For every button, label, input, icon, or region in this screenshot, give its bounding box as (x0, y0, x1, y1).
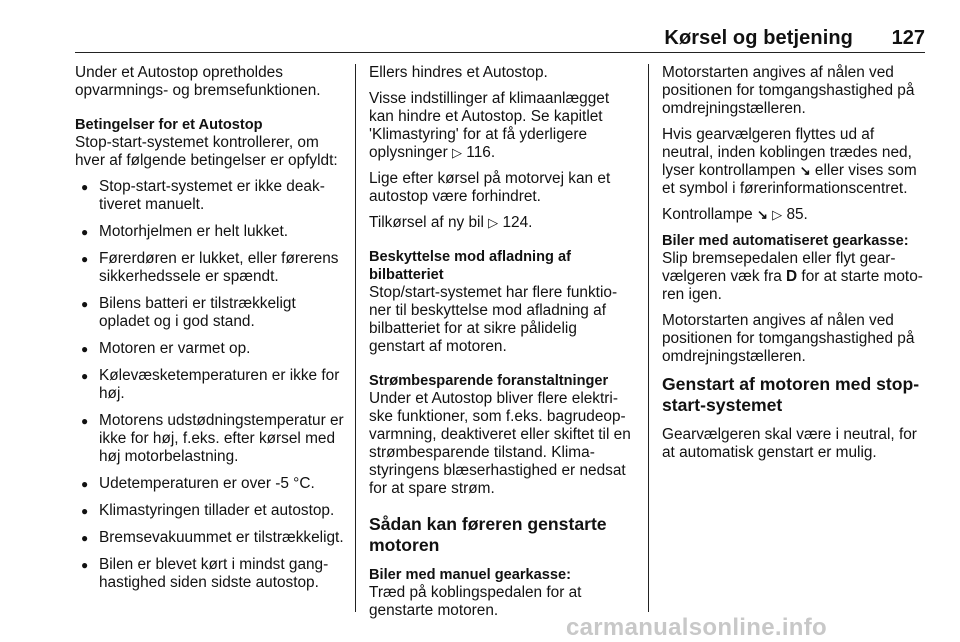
paragraph: Kontrollampe ↘ ▷ 85. (662, 206, 808, 223)
list-item: ● Førerdøren er lukket, eller førerens sikkerhedssele er spændt. (75, 250, 349, 286)
manual-gearbox-heading: Biler med manuel gearkasse: (369, 567, 571, 583)
restart-stop-start-heading: Genstart af motoren med stop-start-systemet (662, 374, 920, 415)
list-item: ● Bilen er blevet kørt i mindst ganghastighed siden sidste autostop. (75, 556, 349, 592)
list-item: ● Klimastyringen tillader et autostop. (75, 502, 349, 520)
stop-start-lamp-icon: ↘ (756, 207, 768, 222)
power-saving-heading: Strømbesparende foranstaltninger (369, 373, 609, 389)
automated-gearbox-heading: Biler med automatiseret gearkasse: (662, 233, 909, 249)
intro-paragraph: Under et Autostop opretholdes opvarmnings- og bremsefunktionen. (75, 64, 321, 99)
page-reference[interactable]: 124. (502, 214, 533, 231)
list-item: ● Motoren er varmet op. (75, 340, 349, 358)
page-reference-icon: ▷ (452, 145, 462, 160)
list-item: ● Motorhjelmen er helt lukket. (75, 223, 349, 241)
list-item: ● Kølevæsketemperaturen er ikke for høj. (75, 367, 349, 403)
page-header (75, 24, 925, 53)
paragraph: Ellers hindres et Autostop. (369, 64, 548, 81)
watermark: carmanualsonline.info (566, 614, 828, 641)
page-reference-icon: ▷ (772, 207, 783, 222)
page-number: 127 (891, 27, 925, 49)
paragraph: Slip bremsepedalen eller flyt gearvælgeren væk fra D for at starte motoren igen. (662, 250, 923, 303)
restart-section-heading: Sådan kan føreren genstarte motoren (369, 514, 607, 555)
column-divider-1 (355, 64, 356, 612)
paragraph: Visse indstillinger af klimaanlægget kan hindre et Autostop. Se kapitlet 'Klimastyring' for at få yderligere oplysninger ▷ 116. (369, 90, 610, 161)
paragraph: Stop/start-systemet har flere funktioner til beskyttelse mod afladning af bilbatteriet for at sikre pålidelig genstart af motoren. (369, 284, 618, 355)
paragraph: Motorstarten angives af nålen ved positionen for tomgangshastighed på omdrejningstælleren. (662, 312, 915, 365)
column-1 (75, 64, 349, 601)
conditions-list (75, 178, 349, 592)
paragraph: Gearvælgeren skal være i neutral, for at automatisk genstart er mulig. (662, 426, 917, 461)
autostop-conditions-heading: Betingelser for et Autostop (75, 117, 263, 133)
column-divider-2 (648, 64, 649, 612)
page-reference-icon: ▷ (488, 215, 499, 230)
page-reference[interactable]: 116. (466, 144, 496, 161)
paragraph: Motorstarten angives af nålen ved positionen for tomgangshastighed på omdrejningstælleren. (662, 64, 915, 117)
battery-protection-heading: Beskyttelse mod afladning af bilbatteriet (369, 249, 571, 283)
column-2 (369, 64, 633, 620)
paragraph: Under et Autostop bliver flere elektriske funktioner, som f.eks. bagrudeopvarmning, deaktiveret eller skiftet til en strømbesparende tilstand. Klimastyringens blæserhastighed er nedsat for at spare strøm. (369, 390, 631, 497)
page-title: Kørsel og betjening (664, 27, 853, 49)
paragraph: Træd på koblingspedalen for at genstarte motoren. (369, 584, 582, 619)
list-item: ● Bilens batteri er tilstrækkeligt opladet og i god stand. (75, 295, 349, 331)
page-reference[interactable]: 85. (786, 206, 808, 223)
paragraph: Hvis gearvælgeren flyttes ud af neutral, inden koblingen trædes ned, lyser kontrollampen ↘ eller vises som et symbol i førerinformationscentret. (662, 126, 917, 197)
list-item: ● Bremsevakuummet er tilstrækkeligt. (75, 529, 349, 547)
list-item: ● Motorens udstødningstemperatur er ikke for høj, f.eks. efter kørsel med høj motorbelastning. (75, 412, 349, 466)
paragraph: Tilkørsel af ny bil ▷ 124. (369, 214, 533, 231)
stop-start-lamp-icon: ↘ (799, 163, 811, 178)
list-item: ● Stop-start-systemet er ikke deaktiveret manuelt. (75, 178, 349, 214)
column-3 (662, 64, 928, 470)
conditions-lead: Stop-start-systemet kontrollerer, om hver af følgende betingelser er opfyldt: (75, 134, 338, 169)
paragraph: Lige efter kørsel på motorvej kan et autostop være forhindret. (369, 170, 611, 205)
list-item: ● Udetemperaturen er over -5 °C. (75, 475, 349, 493)
gear-d-label: D (786, 268, 798, 285)
